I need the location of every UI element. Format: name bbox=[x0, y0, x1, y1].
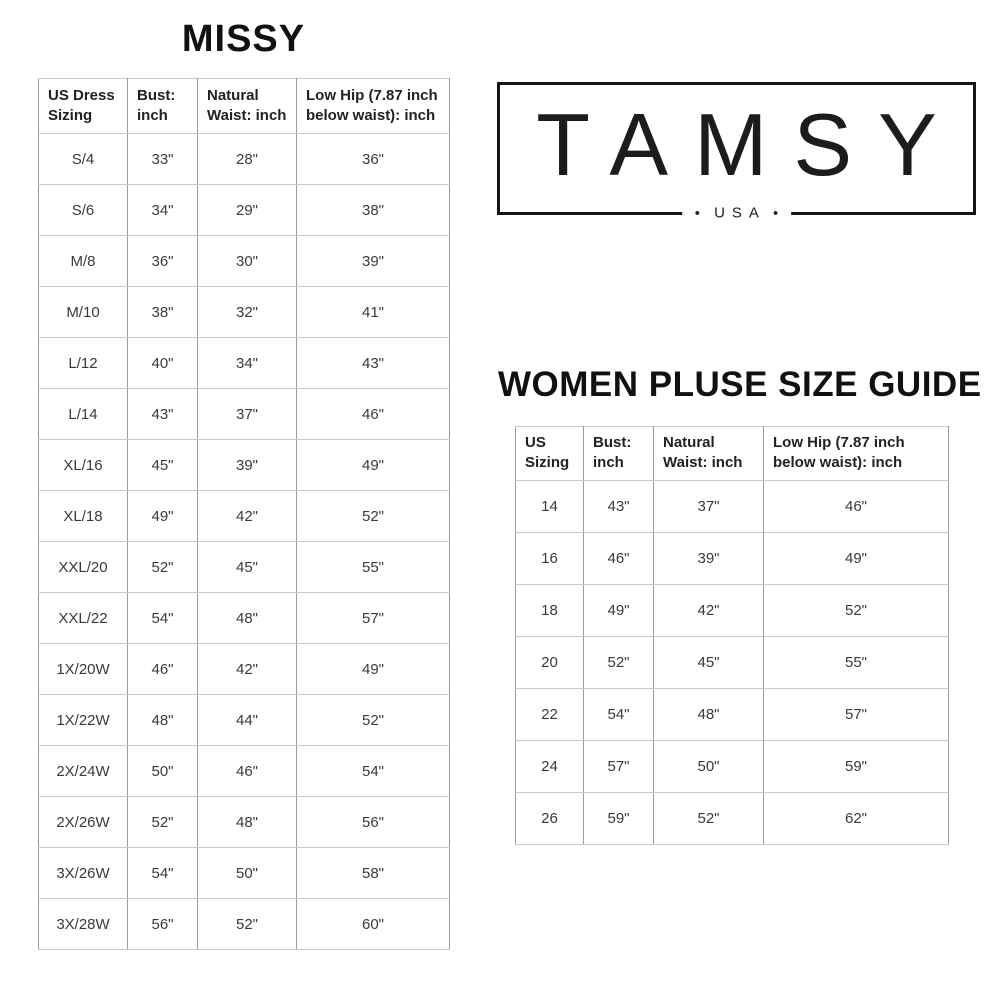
table-cell: 56" bbox=[128, 899, 198, 950]
table-cell: 48" bbox=[128, 695, 198, 746]
table-cell: 22 bbox=[516, 688, 584, 740]
column-header: US Sizing bbox=[516, 427, 584, 481]
table-cell: 55" bbox=[764, 636, 949, 688]
column-header: Natural Waist: inch bbox=[198, 79, 297, 134]
table-cell: 46" bbox=[128, 644, 198, 695]
table-cell: 30" bbox=[198, 236, 297, 287]
table-cell: 46" bbox=[297, 389, 450, 440]
table-row bbox=[39, 338, 450, 389]
table-cell: 43" bbox=[297, 338, 450, 389]
missy-size-table bbox=[38, 78, 450, 950]
table-cell: 20 bbox=[516, 636, 584, 688]
table-cell: 48" bbox=[198, 797, 297, 848]
table-cell: 41" bbox=[297, 287, 450, 338]
table-cell: 59" bbox=[584, 792, 654, 844]
table-cell: 57" bbox=[764, 688, 949, 740]
table-row bbox=[516, 584, 949, 636]
table-row bbox=[39, 644, 450, 695]
table-cell: 18 bbox=[516, 584, 584, 636]
bullet-dot-icon: ● bbox=[694, 207, 701, 218]
table-row bbox=[516, 480, 949, 532]
table-cell: 45" bbox=[128, 440, 198, 491]
table-cell: 62" bbox=[764, 792, 949, 844]
column-header: Low Hip (7.87 inch below waist): inch bbox=[764, 427, 949, 481]
table-cell: 50" bbox=[128, 746, 198, 797]
column-header: Bust: inch bbox=[128, 79, 198, 134]
table-cell: 40" bbox=[128, 338, 198, 389]
table-cell: 52" bbox=[764, 584, 949, 636]
table-cell: 50" bbox=[198, 848, 297, 899]
table-cell: 48" bbox=[654, 688, 764, 740]
table-row bbox=[39, 593, 450, 644]
table-cell: 43" bbox=[584, 480, 654, 532]
table-cell: 45" bbox=[654, 636, 764, 688]
table-cell: 3X/28W bbox=[39, 899, 128, 950]
table-row bbox=[516, 532, 949, 584]
table-cell: 45" bbox=[198, 542, 297, 593]
table-row bbox=[39, 185, 450, 236]
table-row bbox=[39, 848, 450, 899]
table-cell: 42" bbox=[198, 491, 297, 542]
table-row bbox=[516, 688, 949, 740]
table-cell: 32" bbox=[198, 287, 297, 338]
table-cell: 43" bbox=[128, 389, 198, 440]
table-cell: 59" bbox=[764, 740, 949, 792]
table-cell: 39" bbox=[297, 236, 450, 287]
table-cell: 46" bbox=[764, 480, 949, 532]
table-row bbox=[39, 746, 450, 797]
table-cell: 39" bbox=[654, 532, 764, 584]
table-row bbox=[39, 389, 450, 440]
table-cell: 48" bbox=[198, 593, 297, 644]
table-row bbox=[39, 797, 450, 848]
table-cell: 34" bbox=[128, 185, 198, 236]
tamsy-logo-text: TAMSY bbox=[536, 94, 963, 194]
table-row bbox=[39, 695, 450, 746]
header-row bbox=[39, 79, 450, 134]
table-cell: 29" bbox=[198, 185, 297, 236]
table-cell: XL/18 bbox=[39, 491, 128, 542]
table-cell: 34" bbox=[198, 338, 297, 389]
table-cell: 24 bbox=[516, 740, 584, 792]
table-row bbox=[516, 792, 949, 844]
table-row bbox=[39, 542, 450, 593]
table-cell: S/4 bbox=[39, 134, 128, 185]
table-row bbox=[39, 287, 450, 338]
table-cell: 1X/22W bbox=[39, 695, 128, 746]
plus-size-table bbox=[515, 426, 949, 845]
table-cell: 46" bbox=[198, 746, 297, 797]
table-cell: 52" bbox=[128, 797, 198, 848]
table-cell: 60" bbox=[297, 899, 450, 950]
table-cell: 36" bbox=[297, 134, 450, 185]
table-cell: 57" bbox=[584, 740, 654, 792]
table-row bbox=[39, 134, 450, 185]
table-cell: 49" bbox=[584, 584, 654, 636]
table-cell: 49" bbox=[297, 440, 450, 491]
tamsy-logo-usa-label bbox=[682, 205, 792, 220]
table-cell: 37" bbox=[198, 389, 297, 440]
missy-section-title: MISSY bbox=[181, 18, 306, 60]
usa-text: USA bbox=[714, 204, 766, 222]
table-cell: 52" bbox=[297, 491, 450, 542]
column-header: Natural Waist: inch bbox=[654, 427, 764, 481]
table-row bbox=[39, 236, 450, 287]
table-row bbox=[516, 740, 949, 792]
table-cell: 1X/20W bbox=[39, 644, 128, 695]
table-cell: 38" bbox=[297, 185, 450, 236]
column-header: Bust: inch bbox=[584, 427, 654, 481]
table-cell: 16 bbox=[516, 532, 584, 584]
table-row bbox=[39, 491, 450, 542]
table-cell: 44" bbox=[198, 695, 297, 746]
header-row bbox=[516, 427, 949, 481]
table-cell: 46" bbox=[584, 532, 654, 584]
table-row bbox=[39, 440, 450, 491]
table-cell: 37" bbox=[654, 480, 764, 532]
tamsy-logo bbox=[497, 82, 976, 222]
table-row bbox=[516, 636, 949, 688]
table-cell: 2X/26W bbox=[39, 797, 128, 848]
table-cell: XXL/20 bbox=[39, 542, 128, 593]
table-cell: 49" bbox=[297, 644, 450, 695]
table-cell: 55" bbox=[297, 542, 450, 593]
table-cell: 52" bbox=[297, 695, 450, 746]
column-header: US Dress Sizing bbox=[39, 79, 128, 134]
table-cell: 3X/26W bbox=[39, 848, 128, 899]
table-cell: 58" bbox=[297, 848, 450, 899]
table-cell: XL/16 bbox=[39, 440, 128, 491]
table-cell: 52" bbox=[128, 542, 198, 593]
table-cell: 49" bbox=[764, 532, 949, 584]
bullet-dot-icon: ● bbox=[772, 207, 779, 218]
table-cell: 28" bbox=[198, 134, 297, 185]
column-header: Low Hip (7.87 inch below waist): inch bbox=[297, 79, 450, 134]
table-cell: L/12 bbox=[39, 338, 128, 389]
table-cell: 54" bbox=[297, 746, 450, 797]
table-cell: 42" bbox=[198, 644, 297, 695]
table-cell: 14 bbox=[516, 480, 584, 532]
table-cell: 52" bbox=[584, 636, 654, 688]
table-cell: 54" bbox=[128, 848, 198, 899]
table-cell: 33" bbox=[128, 134, 198, 185]
table-cell: 57" bbox=[297, 593, 450, 644]
table-cell: 52" bbox=[198, 899, 297, 950]
table-cell: 39" bbox=[198, 440, 297, 491]
table-cell: 26 bbox=[516, 792, 584, 844]
table-cell: 36" bbox=[128, 236, 198, 287]
table-cell: M/8 bbox=[39, 236, 128, 287]
table-cell: L/14 bbox=[39, 389, 128, 440]
table-cell: 52" bbox=[654, 792, 764, 844]
table-cell: XXL/22 bbox=[39, 593, 128, 644]
table-cell: 54" bbox=[128, 593, 198, 644]
table-cell: M/10 bbox=[39, 287, 128, 338]
plus-size-section-title: WOMEN PLUSE SIZE GUIDE bbox=[498, 365, 982, 404]
table-cell: 54" bbox=[584, 688, 654, 740]
table-cell: 50" bbox=[654, 740, 764, 792]
table-cell: 56" bbox=[297, 797, 450, 848]
table-cell: 42" bbox=[654, 584, 764, 636]
table-cell: 49" bbox=[128, 491, 198, 542]
table-cell: S/6 bbox=[39, 185, 128, 236]
table-cell: 38" bbox=[128, 287, 198, 338]
table-cell: 2X/24W bbox=[39, 746, 128, 797]
table-row bbox=[39, 899, 450, 950]
